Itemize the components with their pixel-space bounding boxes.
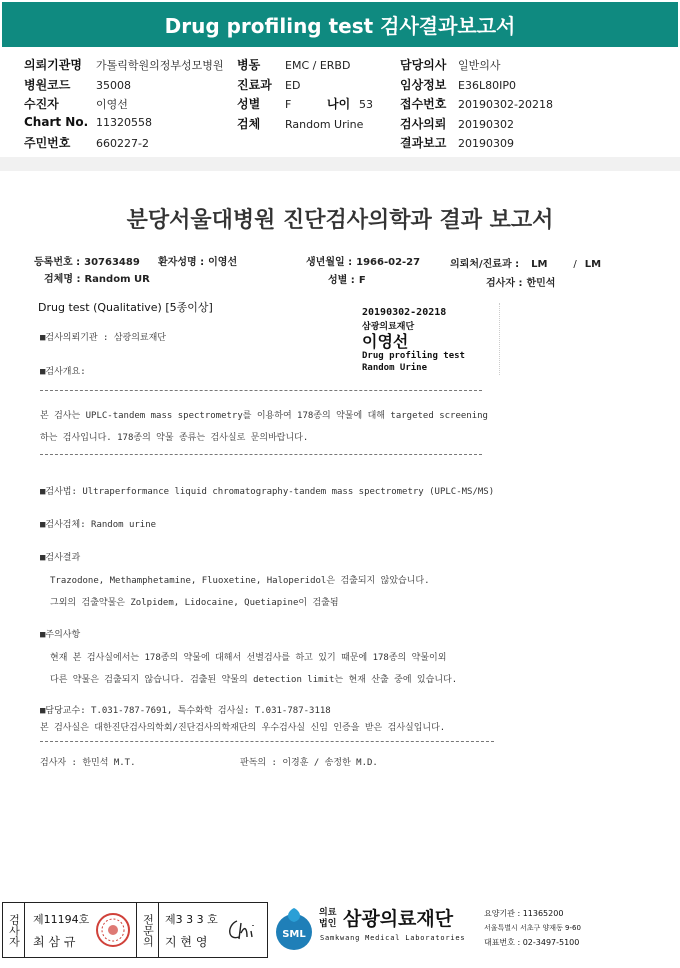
org-code: 요양기관 : 11365200 [484,909,564,918]
reader-signature: 판독의 : 이경훈 / 송정한 M.D. [240,758,378,768]
org-name: 삼광의료재단 [343,908,454,930]
sticker-accession: 20190302-20218 [362,307,447,318]
dept-label: 의뢰처/진료과 : [450,259,520,270]
info-value: ED [285,78,301,92]
org-prefix [319,908,336,930]
info-row [24,95,224,115]
caution-heading: ■주의사항 [40,630,81,640]
info-value: Random Urine [285,117,364,131]
specimen-sticker [356,303,500,375]
examiner-signature: 검사자 : 한민석 M.T. [40,758,136,768]
specimen-label: 검체명 : [44,274,81,285]
info-value: E36L80IP0 [458,78,516,92]
dob-label: 생년월일 : [306,257,353,268]
patient-name-label: 환자성명 : [158,257,205,268]
dept-value-2: LM [584,259,602,270]
overview-heading: ■검사개요: [40,367,86,377]
sex-value: F [358,275,366,286]
overview-text-2: 하는 검사입니다. 178종의 약물 종류는 검사실로 문의바랍니다. [40,433,309,443]
info-value: 35008 [96,78,131,92]
info-row [400,95,553,115]
patient-sex [328,271,366,286]
info-col2 [237,56,373,134]
hospital-report-title: 분당서울대병원 진단검사의학과 결과 보고서 [126,208,554,233]
license-number: 제11194호 [33,913,90,926]
info-row [237,56,373,76]
overview-text-1: 본 검사는 UPLC-tandem mass spectrometry를 이용하여 178종의 약물에 대해 targeted screening [40,411,488,421]
info-value: 20190302 [458,117,514,131]
info-row [237,115,373,135]
dept-separator: / [573,259,577,270]
org-address: 서울특별시 서초구 양재동 9-60 [484,924,581,932]
divider [40,454,482,455]
info-label: 병원코드 [24,77,71,92]
examiner [486,274,555,289]
reg-no-label: 등록번호 : [34,257,81,268]
info-label: 의뢰기관명 [24,58,82,72]
info-row [400,56,553,76]
info-label: Chart No. [24,114,89,129]
age-label: 나이 [327,97,351,111]
info-row [237,76,373,96]
license-name: 최 삼 규 [33,935,76,949]
examiner-label: 검사자 : [486,278,523,289]
institution-line: ■검사의뢰기관 : 삼광의료재단 [40,333,167,343]
specimen-line: ■검사검체: Random urine [40,520,157,530]
info-value: EMC / ERBD [285,59,351,72]
birth-date [306,253,420,268]
reg-no-value: 30763489 [84,257,140,268]
info-label: 결과보고 [400,136,447,150]
info-row [24,56,224,76]
specialist-name: 지 현 영 [165,935,208,949]
sml-logo-icon [272,904,316,952]
specialist-cell: 전문의 [137,903,159,957]
contact-line: ■담당교수: T.031-787-7691, 특수화학 검사실: T.031-787-3118 [40,706,331,716]
section-separator [0,157,680,171]
sticker-patient-name: 이영선 [362,332,409,351]
info-col3 [400,56,553,154]
report-title: Drug profiling test 검사결과보고서 [164,14,516,38]
seal-icon [95,912,131,948]
info-value: 20190302-20218 [458,98,553,111]
info-value: F [285,98,292,111]
result-heading: ■검사결과 [40,553,81,563]
info-label: 수진자 [24,97,59,111]
age-value: 53 [359,98,373,111]
info-label: 주민번호 [24,136,71,150]
info-value: 20190309 [458,137,514,150]
sticker-org: 삼광의료재단 [362,322,415,332]
certification-line: 본 검사실은 대한진단검사의학회/진단검사의학재단의 우수검사실 신임 인증을 받은 검사실입니다. [40,723,446,733]
info-row [237,95,373,115]
result-text-2: 그외의 검출약물은 Zolpidem, Lidocaine, Quetiapine이 검출됨 [50,598,339,608]
info-label: 검체 [237,116,261,131]
org-prefix-2: 법인 [319,919,337,929]
patient-name [158,253,237,268]
dept-value-1: LM [531,259,548,270]
info-value: 가톨릭학원의정부성모병원 [96,59,224,72]
signature-icon [225,915,261,945]
info-row [24,76,224,96]
examiner-license [25,903,137,957]
method-line: ■검사법: Ultraperformance liquid chromatography-tandem mass spectrometry (UPLC-MS/MS) [40,487,495,497]
info-label: 병동 [237,58,261,72]
info-label: 진료과 [237,77,272,92]
reg-no [34,253,140,268]
info-label: 임상정보 [400,77,447,92]
info-label: 성별 [237,97,261,111]
info-label: 담당의사 [400,58,447,72]
specialist-license [159,903,267,957]
divider [40,390,482,391]
signature-box [2,902,268,958]
result-text-1: Trazodone, Methamphetamine, Fluoxetine, Haloperidol은 검출되지 않았습니다. [50,576,430,586]
org-prefix-1: 의료 [319,908,337,918]
info-row [24,134,224,154]
divider [40,741,494,742]
info-label: 접수번호 [400,97,447,111]
specimen-name [44,270,150,285]
org-phone: 대표번호 : 02-3497-5100 [484,938,580,947]
test-section-title: Drug test (Qualitative) [5종이상] [38,301,213,314]
info-row [24,115,224,135]
info-col1 [24,56,224,154]
sticker-test: Drug profiling test [362,351,465,361]
info-value: 660227-2 [96,137,149,150]
referring-dept [450,255,601,270]
info-row [400,76,553,96]
logo-text: SML [282,929,306,940]
report-title-bar [2,2,678,47]
examiner-cell: 검사자 [3,903,25,957]
specimen-value: Random UR [84,274,150,285]
caution-text-1: 현재 본 검사실에서는 178종의 약물에 대해서 선별검사를 하고 있기 때문에 178종의 약물이외 [50,653,447,663]
specialist-number: 제3 3 3 호 [165,913,218,926]
scanned-report [0,171,680,891]
info-row [400,115,553,135]
info-value: 11320558 [96,115,152,129]
caution-text-2: 다른 약물은 검출되지 않습니다. 검출된 약물의 detection limit는 현재 산출 중에 있습니다. [50,675,458,685]
patient-name-value: 이영선 [208,257,238,268]
report-footer [0,900,680,968]
examiner-value: 한민석 [526,278,556,289]
info-row [400,134,553,154]
info-value: 일반의사 [458,59,501,72]
sticker-specimen: Random Urine [362,363,428,373]
info-value: 이영선 [96,98,128,111]
info-label: 검사의뢰 [400,116,447,131]
dob-value: 1966-02-27 [356,257,421,268]
sex-label: 성별 : [328,275,355,286]
org-english-name: Samkwang Medical Laboratories [320,934,466,942]
